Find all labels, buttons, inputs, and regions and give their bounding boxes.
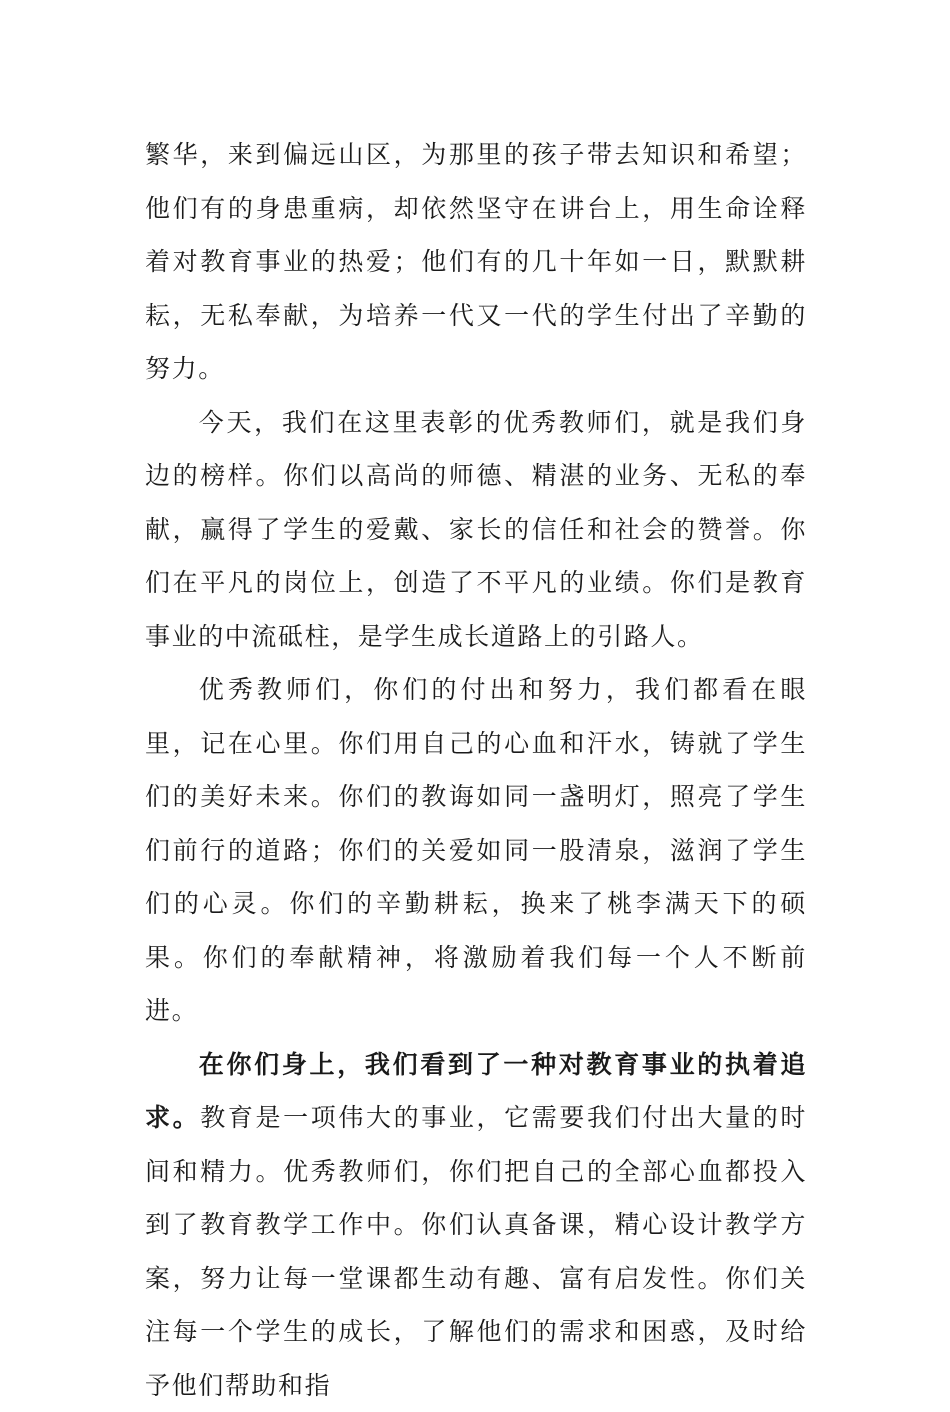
paragraph-4	[145, 1038, 807, 1412]
paragraph-4-text: 教育是一项伟大的事业，它需要我们付出大量的时间和精力。优秀教师们，你们把自己的全部心血都投入到了教育教学工作中。你们认真备课，精心设计教学方案，努力让每一堂课都生动有趣、富有启发性。你们关注每一个学生的成长，了解他们的需求和困惑，及时给予他们帮助和指	[145, 1103, 807, 1400]
paragraph-1-text: 繁华，来到偏远山区，为那里的孩子带去知识和希望；他们有的身患重病，却依然坚守在讲台上，用生命诠释着对教育事业的热爱；他们有的几十年如一日，默默耕耘，无私奉献，为培养一代又一代的学生付出了辛勤的努力。	[145, 140, 807, 383]
paragraph-2-text: 今天，我们在这里表彰的优秀教师们，就是我们身边的榜样。你们以高尚的师德、精湛的业务、无私的奉献，赢得了学生的爱戴、家长的信任和社会的赞誉。你们在平凡的岗位上，创造了不平凡的业绩。你们是教育事业的中流砥柱，是学生成长道路上的引路人。	[145, 408, 807, 651]
paragraph-3-text: 优秀教师们，你们的付出和努力，我们都看在眼里，记在心里。你们用自己的心血和汗水，铸就了学生们的美好未来。你们的教诲如同一盏明灯，照亮了学生们前行的道路；你们的关爱如同一股清泉，滋润了学生们的心灵。你们的辛勤耕耘，换来了桃李满天下的硕果。你们的奉献精神，将激励着我们每一个人不断前进。	[145, 675, 807, 1025]
paragraph-3	[145, 663, 807, 1038]
paragraph-4-bold-lead: 在你们身上，我们看到了一种对教育事业的执着追求。	[145, 1050, 807, 1133]
document-body	[145, 128, 807, 1412]
paragraph-2	[145, 396, 807, 664]
paragraph-1	[145, 128, 807, 396]
